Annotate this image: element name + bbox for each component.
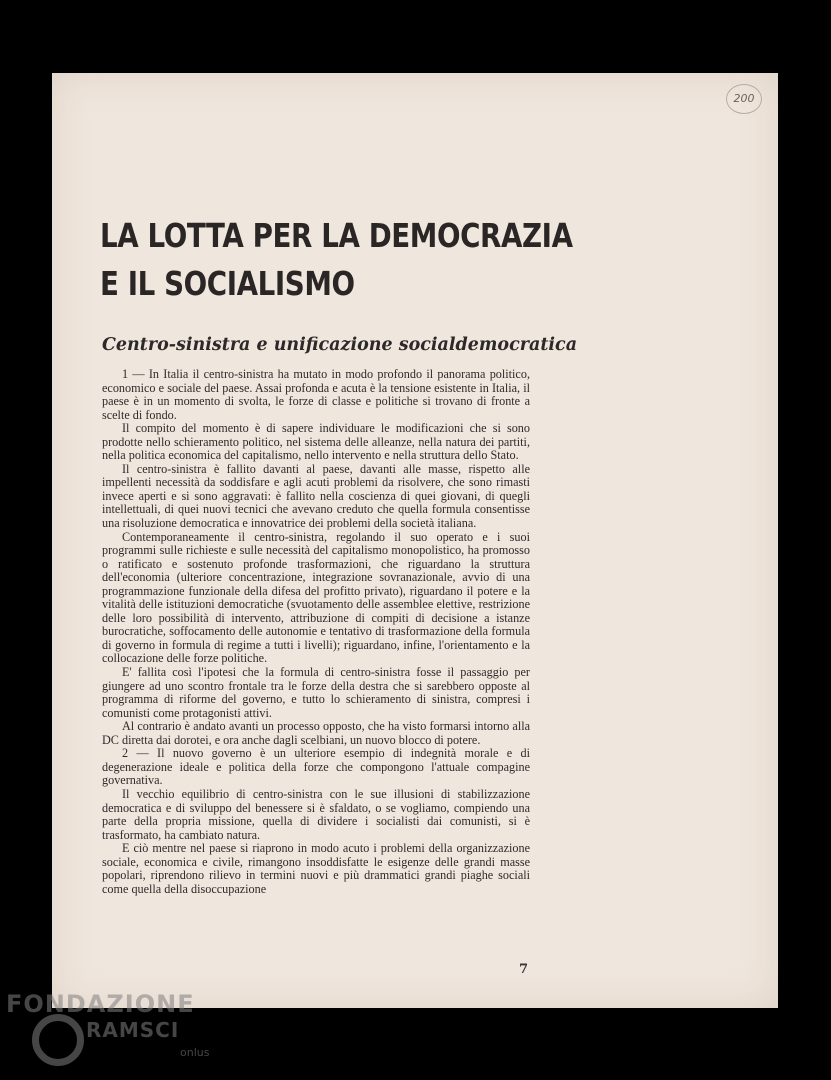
watermark-line-1: FONDAZIONE <box>6 990 195 1018</box>
title-line-2: E IL SOCIALISMO <box>100 264 355 303</box>
watermark-logo <box>6 990 226 1075</box>
paragraph: Il vecchio equilibrio di centro-sinistra con le sue illusioni di stabilizzazione democratica e di sviluppo del benessere si è sfaldato, o se vogliamo, compiendo una parte della propria missione, quella di dividere i socialisti dai comunisti, si è trasformato, ha cambiato natura. <box>102 786 530 842</box>
watermark-line-3: onlus <box>180 1046 210 1059</box>
watermark-line-2: RAMSCI <box>86 1018 180 1042</box>
paragraph: 1 — In Italia il centro-sinistra ha mutato in modo profondo il panorama politico, economico e sociale del paese. Assai profonda e acuta è la tensione esistente in Italia, il paese è in un momento di svolta, le forze di classe e politiche si trovano di fronte a scelte di fondo. <box>102 367 530 422</box>
title-line-1: LA LOTTA PER LA DEMOCRAZIA <box>100 216 573 255</box>
paragraph: Il centro-sinistra è fallito davanti al paese, davanti alle masse, rispetto alle impellenti necessità da soddisfare e agli acuti problemi da risolvere, che sono rimasti invece aperti e si sono aggravati: è fallito nella coscienza di quei giovani, di quegli intellettuali, di quei nuovi tecnici che avevano creduto che quella formula consentisse una risoluzione democratica e innovatrice dei problemi della società italiana. <box>102 461 530 531</box>
section-title: Centro-sinistra e unificazione socialdemocratica <box>102 335 578 355</box>
document-title <box>100 212 573 308</box>
page-number: 7 <box>519 962 529 977</box>
g-logo-icon <box>32 1014 84 1066</box>
paragraph: 2 — Il nuovo governo è un ulteriore esempio di indegnità morale e di degenerazione ideale e politica della forze che compongono l'attuale compagine governativa. <box>102 746 530 788</box>
body-text <box>102 368 530 896</box>
paragraph: E' fallita così l'ipotesi che la formula di centro-sinistra fosse il passaggio per giungere ad uno scontro frontale tra le forze della destra che si sarebbero opposte al programma di riforme del governo, e tutto lo schieramento di sinistra, compresi i comunisti come protagonisti attivi. <box>102 665 530 720</box>
archive-number-mark: 200 <box>726 84 762 114</box>
paragraph: Al contrario è andato avanti un processo opposto, che ha visto formarsi intorno alla DC diretta dai dorotei, e ora anche dagli scelbiani, un nuovo blocco di potere. <box>102 719 530 747</box>
paragraph: Il compito del momento è di sapere individuare le modificazioni che si sono prodotte nello schieramento politico, nel sistema delle alleanze, nella natura dei partiti, nella politica economica del capitalismo, nello intervento e nella struttura dello Stato. <box>102 421 530 463</box>
paragraph: E ciò mentre nel paese si riaprono in modo acuto i problemi della organizzazione sociale, economica e civile, rimangono insoddisfatte le esigenze delle grandi masse popolari, riprendono rilievo in termini nuovi e più drammatici grandi piaghe sociali come quella della disoccupazione <box>102 841 530 896</box>
paragraph: Contemporaneamente il centro-sinistra, regolando il suo operato e i suoi programmi sulle richieste e sulle necessità del capitalismo monopolistico, ha promosso o ratificato e sostenuto profonde trasformazioni, che riguardano la struttura dell'economia (ulteriore concentrazione, integrazione sovranazionale, avvio di una programmazione funzionale della difesa del profitto privato), riguardano il potere e la vitalità delle istituzioni democratiche (svuotamento delle assemblee elettive, restrizione delle loro possibilità di intervento, attribuzione di compiti di decisione a istanze burocratiche, soffocamento delle autonomie e tentativo di trasformazione della formula di governo in formula di regime a tutti i livelli); riguardano, infine, l'orientamento e la collocazione delle forze politiche. <box>102 529 530 666</box>
